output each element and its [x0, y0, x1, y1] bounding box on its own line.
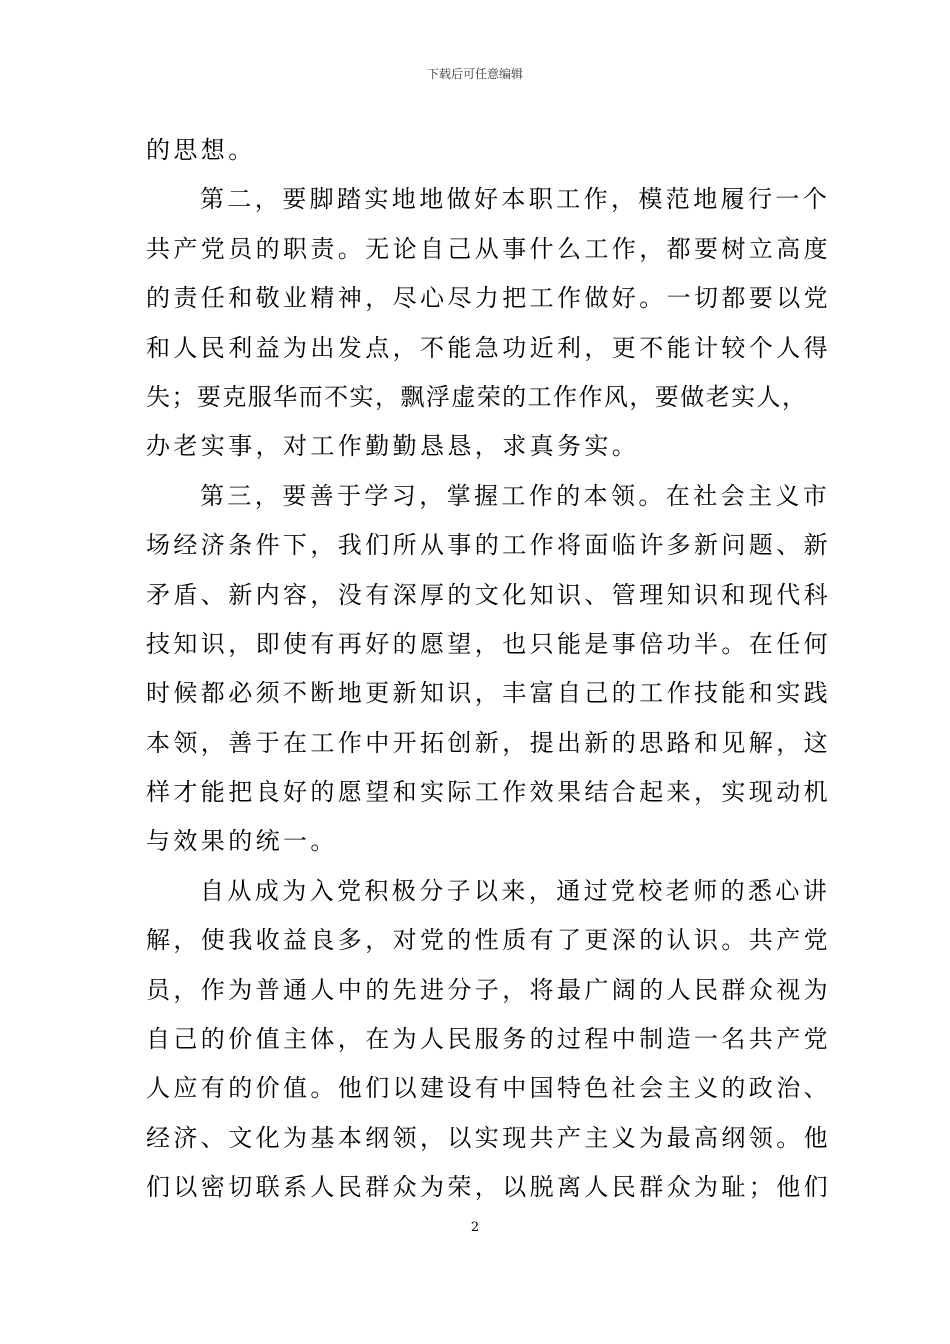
text-line: 经济、文化为基本纲领，以实现共产主义为最高纲领。他 — [146, 1123, 831, 1152]
document-body — [146, 126, 831, 1213]
text-line: 本领，善于在工作中开拓创新，提出新的思路和见解，这 — [146, 728, 831, 757]
text-line: 时候都必须不断地更新知识，丰富自己的工作技能和实践 — [146, 679, 831, 708]
text-line: 自己的价值主体，在为人民服务的过程中制造一名共产党 — [146, 1025, 831, 1054]
text-line: 的责任和敬业精神，尽心尽力把工作做好。一切都要以党 — [146, 284, 831, 313]
text-line: 失；要克服华而不实，飘浮虚荣的工作作风，要做老实人， — [146, 382, 806, 411]
text-line: 员，作为普通人中的先进分子，将最广阔的人民群众视为 — [146, 975, 831, 1004]
text-line: 的思想。 — [146, 136, 256, 164]
text-line: 和人民利益为出发点，不能急功近利，更不能计较个人得 — [146, 333, 831, 362]
paragraph-first-line: 自从成为入党积极分子以来，通过党校老师的悉心讲 — [200, 876, 831, 905]
text-line: 矛盾、新内容，没有深厚的文化知识、管理知识和现代科 — [146, 580, 831, 609]
page-number: 2 — [470, 1220, 480, 1235]
page-header: 下载后可任意编辑 — [426, 67, 523, 81]
text-line: 们以密切联系人民群众为荣，以脱离人民群众为耻；他们 — [146, 1173, 831, 1202]
text-line: 人应有的价值。他们以建设有中国特色社会主义的政治、 — [146, 1074, 831, 1103]
text-line: 技知识，即使有再好的愿望，也只能是事倍功半。在任何 — [146, 629, 831, 658]
text-line: 解，使我收益良多，对党的性质有了更深的认识。共产党 — [146, 926, 831, 955]
paragraph-first-line: 第二，要脚踏实地地做好本职工作，模范地履行一个 — [200, 185, 831, 214]
text-line: 共产党员的职责。无论自己从事什么工作，都要树立高度 — [146, 234, 831, 263]
text-line: 与效果的统一。 — [146, 827, 338, 856]
text-line: 样才能把良好的愿望和实际工作效果结合起来，实现动机 — [146, 778, 831, 807]
text-line: 场经济条件下，我们所从事的工作将面临许多新问题、新 — [146, 531, 831, 560]
text-line: 办老实事，对工作勤勤恳恳，求真务实。 — [146, 432, 640, 461]
paragraph-first-line: 第三，要善于学习，掌握工作的本领。在社会主义市 — [200, 481, 831, 510]
